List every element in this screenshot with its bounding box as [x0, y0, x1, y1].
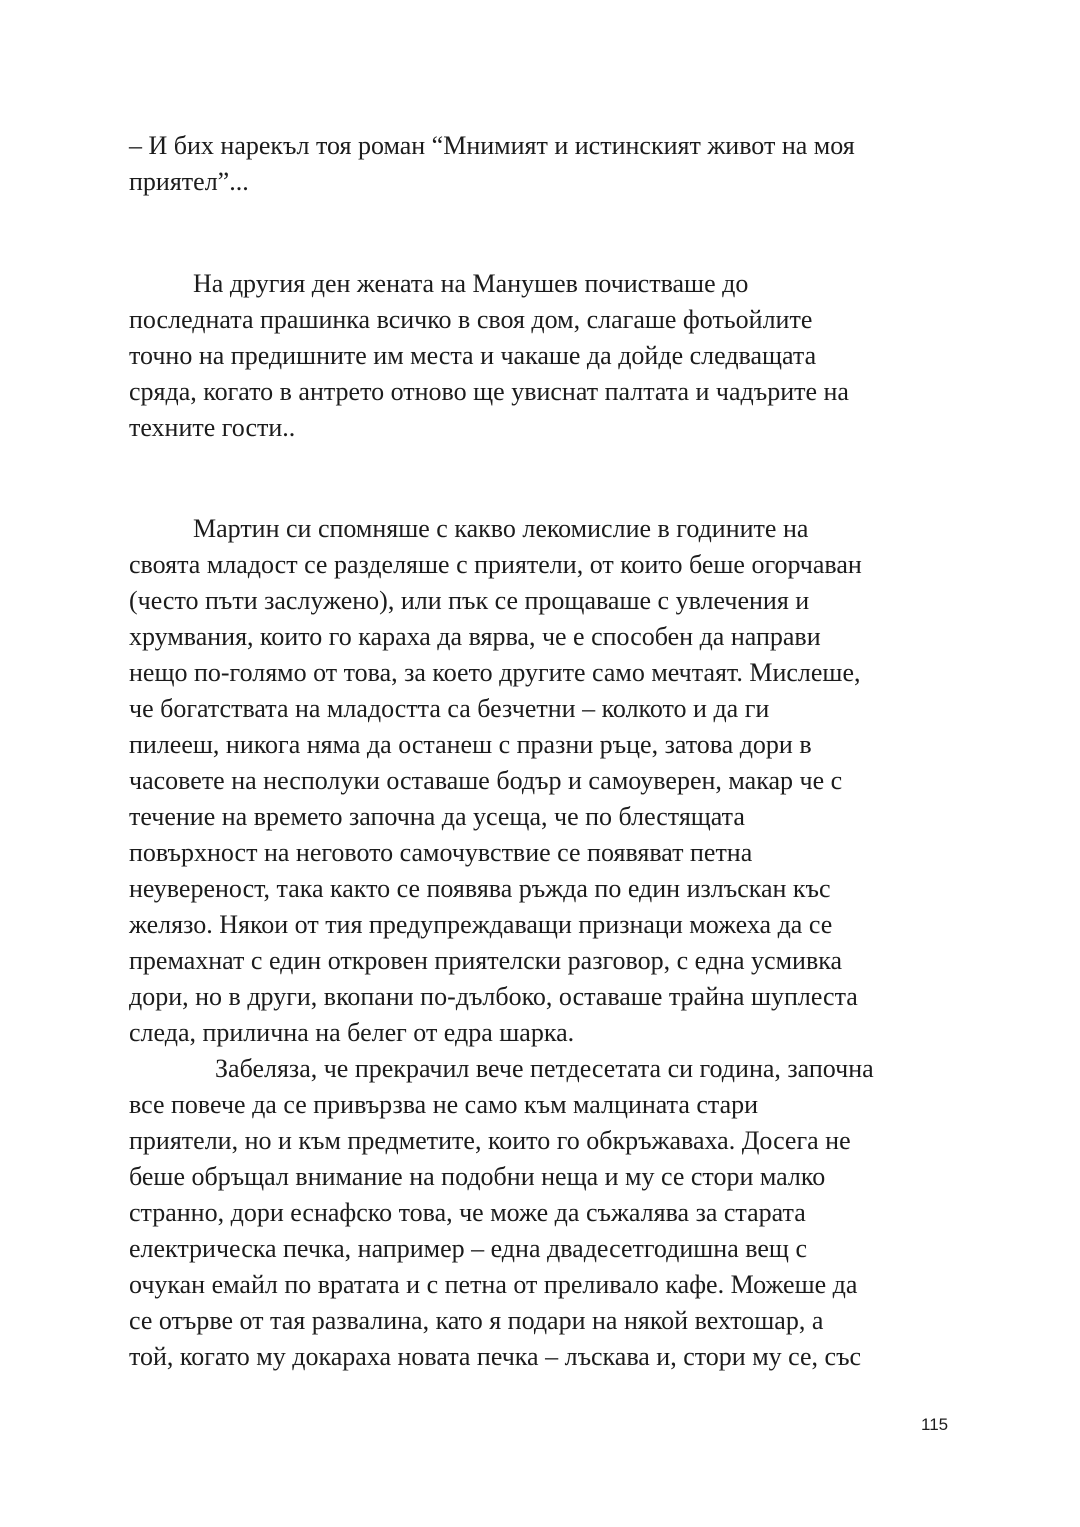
text-line: странно, дори еснафско това, че може да съжалява за старата	[129, 1198, 806, 1227]
text-line: приятел”...	[129, 167, 249, 196]
text-line: дори, но в други, вкопани по-дълбоко, оставаше трайна шуплеста	[129, 982, 858, 1011]
text-line: той, когато му докараха новата печка – лъскава и, стори му се, със	[129, 1342, 862, 1371]
text-line: повърхност на неговото самочувствие се появяват петна	[129, 838, 753, 867]
text-line: (често пъти заслужено), или пък се прощаваше с увлечения и	[129, 586, 810, 615]
text-line: сряда, когато в антрето отново ще увиснат палтата и чадърите на	[129, 377, 849, 406]
text-line: премахнат с един откровен приятелски разговор, с една усмивка	[129, 946, 842, 975]
text-line: че богатствата на младостта са безчетни – колкото и да ги	[129, 694, 770, 723]
text-line: беше обръщал внимание на подобни неща и му се стори малко	[129, 1162, 826, 1191]
text-line: На другия ден жената на Манушев почистваше до	[193, 269, 749, 298]
text-line: електрическа печка, например – една двадесетгодишна вещ с	[129, 1234, 807, 1263]
text-line: Забеляза, че прекрачил вече петдесетата си година, започна	[215, 1054, 874, 1083]
text-line: хрумвания, които го караха да вярва, че е способен да направи	[129, 622, 821, 651]
text-line: последната прашинка всичко в своя дом, слагаше фотьойлите	[129, 305, 813, 334]
text-line: желязо. Някои от тия предупреждаващи признаци можеха да се	[129, 910, 833, 939]
text-line: се отърве от тая развалина, като я подари на някой вехтошар, а	[129, 1306, 824, 1335]
text-line: приятели, но и към предметите, които го обкръжаваха. Досега не	[129, 1126, 851, 1155]
text-line: все повече да се привързва не само към малцината стари	[129, 1090, 759, 1119]
text-line: Мартин си спомняше с какво лекомислие в годините на	[193, 514, 809, 543]
text-line: часовете на несполуки оставаше бодър и самоуверен, макар че с	[129, 766, 843, 795]
text-line: пилееш, никога няма да останеш с празни ръце, затова дори в	[129, 730, 812, 759]
text-line: своята младост се разделяше с приятели, от които беше огорчаван	[129, 550, 862, 579]
text-line: очукан емайл по вратата и с петна от преливало кафе. Можеше да	[129, 1270, 858, 1299]
text-line: техните гости..	[129, 413, 296, 442]
text-line: течение на времето започна да усеща, че по блестящата	[129, 802, 745, 831]
text-line: нещо по-голямо от това, за което другите само мечтаят. Мислеше,	[129, 658, 861, 687]
text-line: неувереност, така както се появява ръжда по един излъскан къс	[129, 874, 831, 903]
text-line: следа, прилична на белег от едра шарка.	[129, 1018, 575, 1047]
text-line: точно на предишните им места и чакаше да дойде следващата	[129, 341, 817, 370]
text-line: – И бих нарекъл тоя роман “Мнимият и истинският живот на моя	[129, 131, 855, 160]
page-number: 115	[921, 1415, 949, 1434]
